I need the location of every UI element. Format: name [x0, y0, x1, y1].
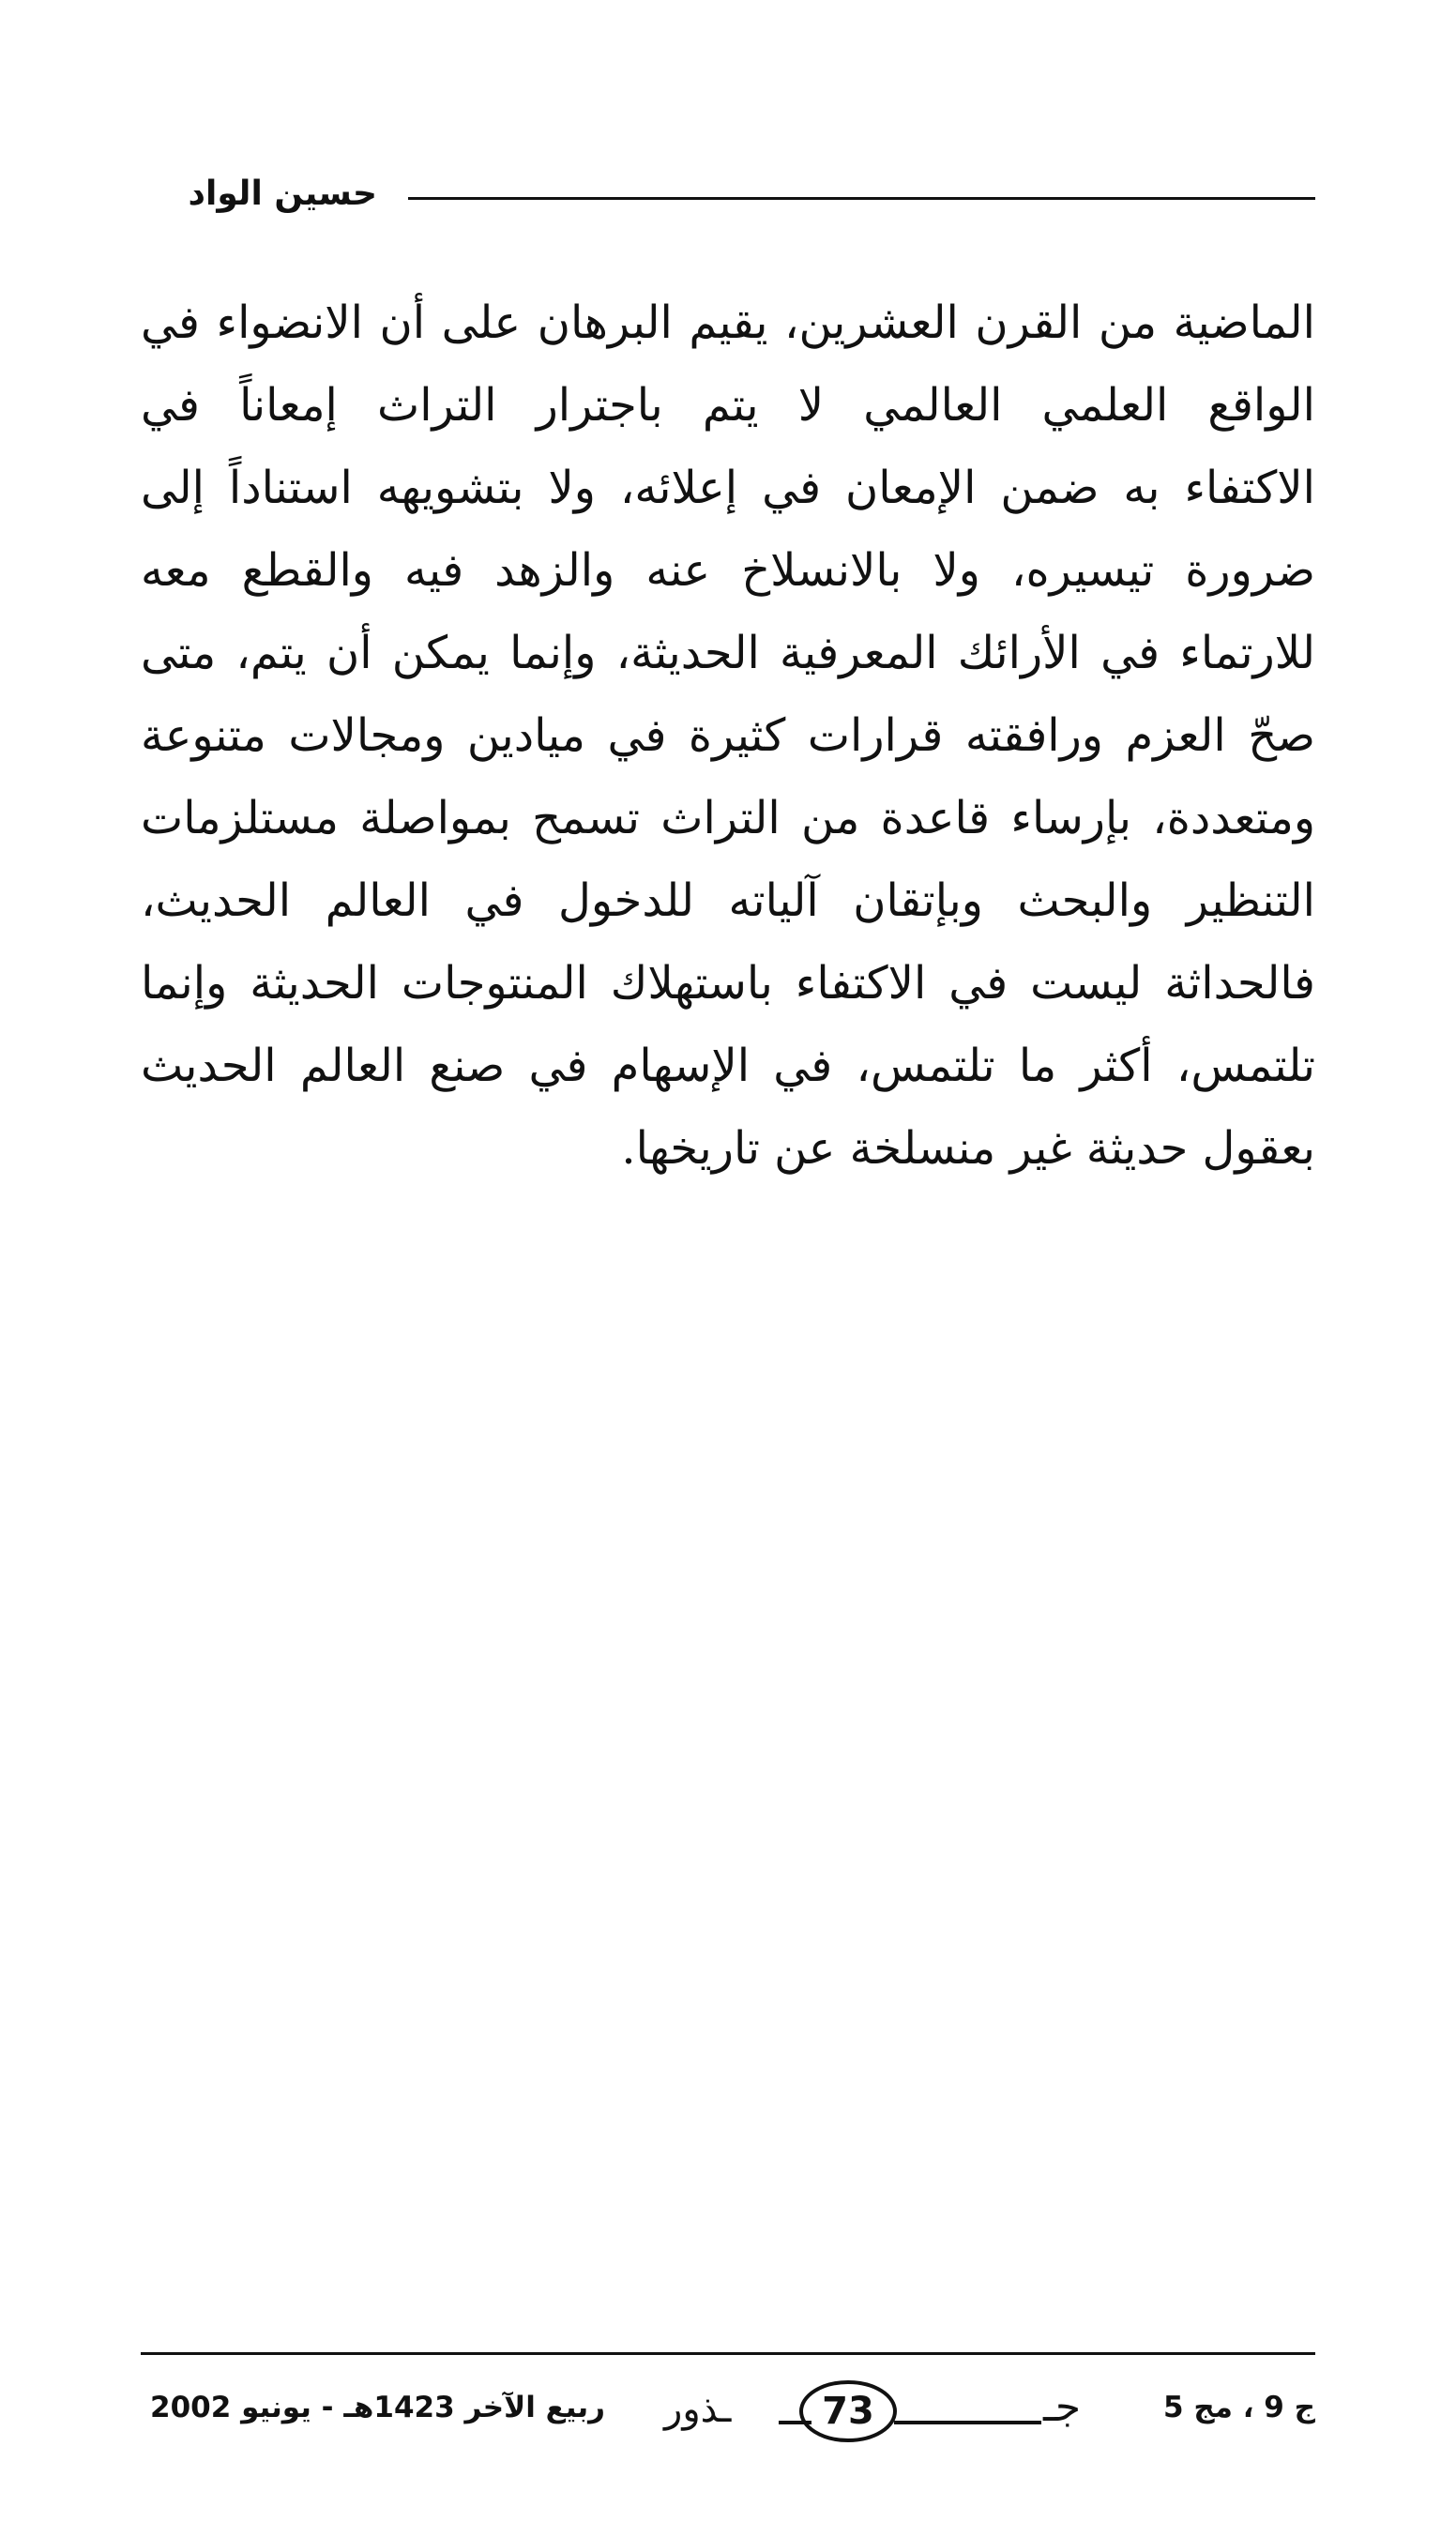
page-number: 73	[822, 2390, 874, 2433]
body-line: للارتماء في الأرائك المعرفية الحديثة، وإنما يمكن أن يتم، متى	[141, 627, 1315, 679]
running-header	[141, 160, 1315, 235]
journal-name-right: جـ	[1043, 2383, 1082, 2431]
body-line: الواقع العلمي العالمي لا يتم باجترار التراث إمعاناً في	[141, 379, 1315, 432]
running-header-author: حسين الواد	[188, 175, 377, 213]
page-footer	[141, 2374, 1315, 2449]
body-line: تلتمس، أكثر ما تلتمس، في الإسهام في صنع العالم الحديث	[141, 1040, 1315, 1092]
body-line: فالحداثة ليست في الاكتفاء باستهلاك المنتوجات الحديثة وإنما	[141, 957, 1315, 1010]
body-line: الاكتفاء به ضمن الإمعان في إعلائه، ولا بتشويهه استناداً إلى	[141, 462, 1315, 514]
body-paragraph	[141, 281, 1315, 1190]
footer-rule	[141, 2352, 1315, 2355]
body-line: ومتعددة، بإرساء قاعدة من التراث تسمح بمواصلة مستلزمات	[141, 792, 1315, 844]
body-line: ضرورة تيسيره، ولا بالانسلاخ عنه والزهد فيه والقطع معه	[141, 544, 1315, 597]
journal-name-left: ـذور	[664, 2388, 732, 2431]
body-line: التنظير والبحث وبإتقان آلياته للدخول في العالم الحديث،	[141, 874, 1315, 927]
footer-date: ربيع الآخر 1423هـ - يونيو 2002	[150, 2391, 605, 2424]
header-rule	[408, 197, 1315, 200]
body-line: بعقول حديثة غير منسلخة عن تاريخها.	[621, 1122, 1315, 1175]
footer-issue: ج 9 ، مج 5	[1163, 2391, 1315, 2424]
body-line: صحّ العزم ورافقته قرارات كثيرة في ميادين ومجالات متنوعة	[141, 709, 1315, 762]
body-line: الماضية من القرن العشرين، يقيم البرهان على أن الانضواء في	[141, 296, 1315, 349]
journal-logo	[629, 2376, 1126, 2447]
